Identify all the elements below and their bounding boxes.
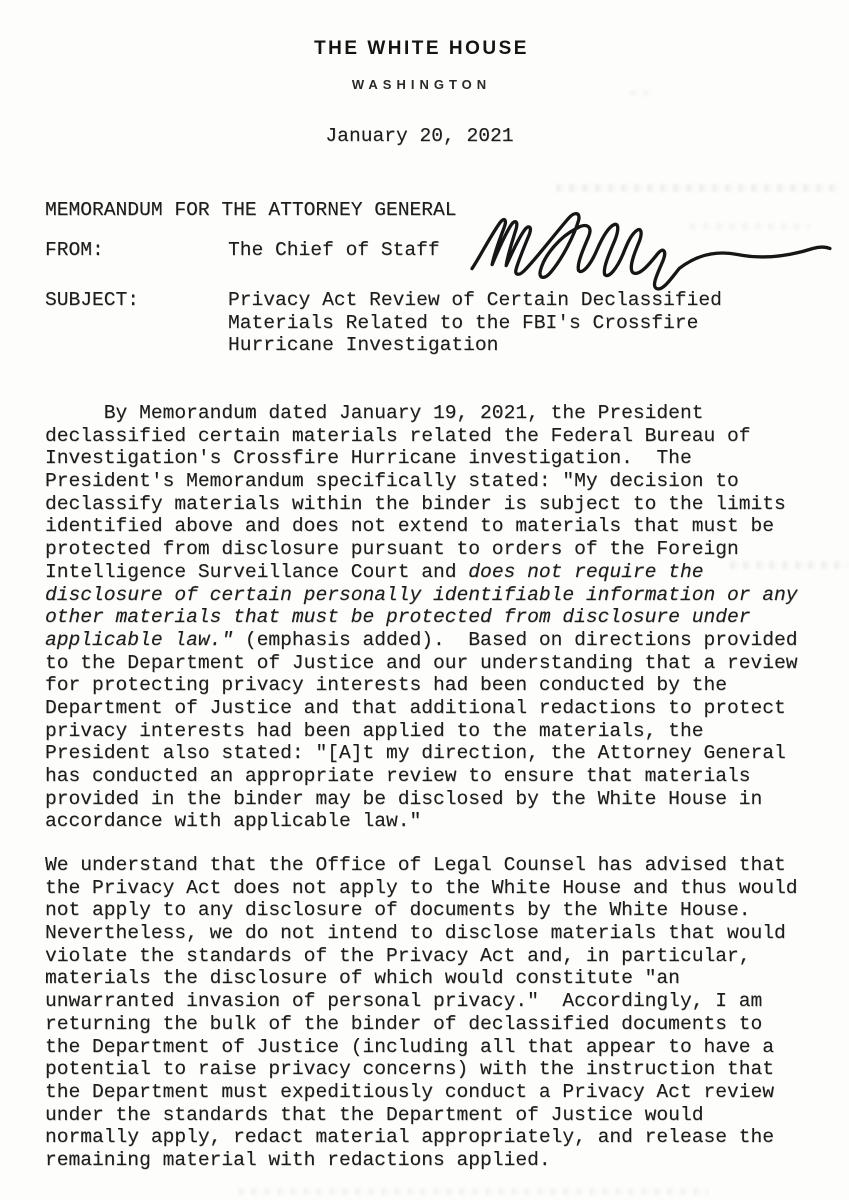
body-line: the Department of Justice (including all that appear to have a (45, 1035, 775, 1058)
scan-artifact (238, 1188, 708, 1195)
body-line: We understand that the Office of Legal Counsel has advised that (45, 854, 786, 876)
body-line: Nevertheless, we do not intend to disclose materials that would (45, 922, 786, 945)
memo-body-paragraph-2 (45, 854, 798, 1172)
body-line: other materials that must be protected from disclosure under (45, 606, 751, 629)
body-line: normally apply, redact material appropriately, and release the (45, 1126, 775, 1149)
body-line: Department of Justice and that additional redactions to protect (45, 696, 786, 719)
body-line: the Privacy Act does not apply to the White House and thus would (45, 876, 798, 899)
subject-line: Privacy Act Review of Certain Declassified (228, 289, 722, 311)
body-line: violate the standards of the Privacy Act and, in particular, (45, 944, 751, 967)
scan-artifact (630, 90, 656, 96)
date-line: January 20, 2021 (325, 125, 514, 147)
subject-label: SUBJECT: (45, 289, 140, 311)
body-line: returning the bulk of the binder of declassified documents to (45, 1012, 763, 1035)
body-line: protected from disclosure pursuant to orders of the Foreign (45, 538, 739, 561)
signature-icon (466, 205, 848, 293)
body-line: President's Memorandum specifically stated: "My decision to (45, 470, 739, 493)
letterhead-org: THE WHITE HOUSE (314, 38, 529, 59)
body-line: potential to raise privacy concerns) with the instruction that (45, 1058, 775, 1081)
body-line: declassified certain materials related the Federal Bureau of (45, 424, 751, 447)
subject-value (228, 289, 722, 357)
body-line: accordance with applicable law." (45, 810, 422, 833)
subject-line: Materials Related to the FBI's Crossfire (228, 311, 699, 334)
body-line: remaining material with redactions applied. (45, 1148, 551, 1171)
memorandum-for-line: MEMORANDUM FOR THE ATTORNEY GENERAL (45, 199, 457, 221)
body-line: the Department must expeditiously conduct a Privacy Act review (45, 1080, 775, 1103)
scan-artifact (556, 184, 842, 192)
body-line: President also stated: "[A]t my direction, the Attorney General (45, 742, 786, 765)
subject-line: Hurricane Investigation (228, 334, 499, 357)
body-line: under the standards that the Department of Justice would (45, 1103, 704, 1126)
scan-artifact (730, 561, 848, 569)
body-line: applicable law." (emphasis added). Based on directions provided (45, 628, 798, 651)
letterhead-city: WASHINGTON (351, 77, 492, 92)
body-line: privacy interests had been applied to the materials, the (45, 719, 704, 742)
body-line: for protecting privacy interests had been conducted by the (45, 674, 727, 697)
body-line: identified above and does not extend to materials that must be (45, 515, 775, 538)
from-label: FROM: (45, 239, 104, 261)
body-line: Intelligence Surveillance Court and does not require the (45, 560, 704, 583)
body-line: not apply to any disclosure of documents by the White House. (45, 899, 751, 922)
scan-artifact (690, 223, 810, 230)
body-line: has conducted an appropriate review to ensure that materials (45, 765, 751, 787)
memo-body-paragraph-1 (45, 402, 798, 833)
body-line: unwarranted invasion of personal privacy." Accordingly, I am (45, 990, 763, 1013)
from-value: The Chief of Staff (228, 239, 440, 261)
body-line: By Memorandum dated January 19, 2021, the President (45, 402, 704, 424)
body-line: materials the disclosure of which would constitute "an (45, 967, 680, 990)
body-line: declassify materials within the binder is subject to the limits (45, 492, 786, 515)
body-line: to the Department of Justice and our understanding that a review (45, 651, 798, 674)
body-line: disclosure of certain personally identifiable information or any (45, 583, 798, 606)
body-line: Investigation's Crossfire Hurricane investigation. The (45, 447, 692, 470)
body-line: provided in the binder may be disclosed by the White House in (45, 787, 763, 810)
